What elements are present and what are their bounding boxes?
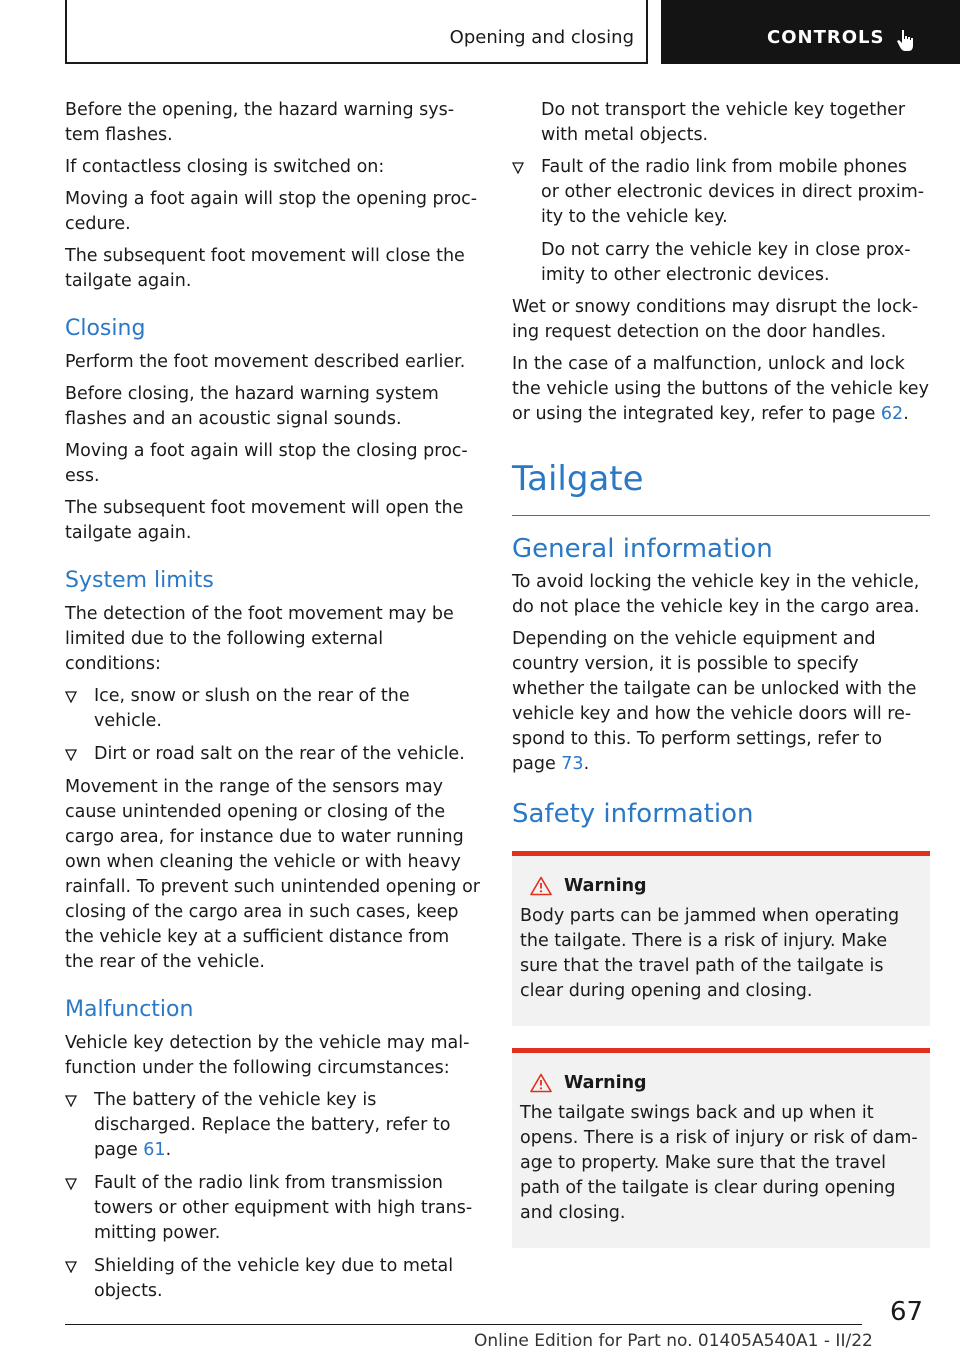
warning-text: The tailgate swings back and up when it opens. There is a risk of injury or risk of dam-age to property. Make sure that the travel path of the tailgate is clear during opening and closing. (520, 1103, 918, 1223)
paragraph: The subsequent foot movement will open the tailgate again. (65, 498, 464, 543)
heading-general-information: General information (512, 534, 773, 564)
warning-triangle-icon (530, 1073, 552, 1093)
header-section-box (65, 0, 648, 64)
limits-list (65, 684, 480, 767)
footer-edition: Online Edition for Part no. 01405A540A1 - II/22 (474, 1331, 873, 1351)
header-chapter-box (661, 0, 960, 64)
heading-tailgate: Tailgate (512, 455, 930, 516)
list-item (65, 742, 480, 767)
page-number: 67 (890, 1297, 924, 1327)
paragraph-text: In the case of a malfunction, unlock and lock the vehicle using the buttons of the vehicle key or using the integrated key, refer to page (512, 354, 929, 424)
malfunction-list (65, 1088, 480, 1304)
list-item: The battery of the vehicle key is discharged. Replace the battery, refer to page 61. (65, 1088, 480, 1163)
warning-title (520, 1073, 922, 1093)
triangle-bullet-icon (512, 162, 524, 174)
triangle-bullet-icon (65, 749, 77, 761)
paragraph: Moving a foot again will stop the closing proc-ess. (65, 441, 468, 486)
paragraph: Depending on the vehicle equipment and country version, it is possible to specify whether the tailgate can be unlocked with the vehicle key and how the vehicle doors will re-spond to this. To perform settings, refer to page 73. (512, 629, 917, 774)
paragraph: In the case of a malfunction, unlock and lock the vehicle using the buttons of the vehicle key or using the integrated key, refer to page 62. (512, 354, 929, 424)
paragraph: The subsequent foot movement will close the tailgate again. (65, 246, 465, 291)
paragraph: Before the opening, the hazard warning sys-tem flashes. (65, 100, 455, 145)
triangle-bullet-icon (65, 1178, 77, 1190)
list-item (65, 684, 480, 734)
list-item-text: Fault of the radio link from transmission towers or other equipment with high trans-mitting power. (94, 1173, 473, 1243)
header-chapter-title: CONTROLS (767, 27, 885, 48)
footer-divider (65, 1324, 862, 1325)
paragraph: Vehicle key detection by the vehicle may mal-function under the following circumstances: (65, 1033, 470, 1078)
warning-box (512, 851, 930, 1026)
warning-triangle-icon (530, 876, 552, 896)
list-item (512, 155, 930, 230)
paragraph: If contactless closing is switched on: (65, 157, 385, 177)
paragraph: To avoid locking the vehicle key in the vehicle, do not place the vehicle key in the cargo area. (512, 572, 920, 617)
hand-pointer-icon (896, 28, 916, 52)
list-item (65, 1254, 480, 1304)
heading-system-limits: System limits (65, 568, 214, 593)
left-column (65, 98, 480, 1312)
list-item-text: Fault of the radio link from mobile phones or other electronic devices in direct proxim-ity to the vehicle key. (541, 157, 925, 227)
malfunction-list-cont (512, 155, 930, 230)
page-link[interactable]: 61 (143, 1140, 166, 1160)
header-section-title: Opening and closing (449, 27, 634, 48)
paragraph: Movement in the range of the sensors may cause unintended opening or closing of the cargo area, for instance due to water running own when cleaning the vehicle or with heavy rainfall. To prevent such unintended opening or closing of the cargo area in such cases, keep the vehicle key at a sufficient distance from the rear of the vehicle. (65, 777, 481, 972)
heading-safety-information: Safety information (512, 799, 754, 829)
paragraph: Do not carry the vehicle key in close prox-imity to other electronic devices. (541, 240, 911, 285)
warning-title (520, 876, 922, 896)
page-link[interactable]: 73 (561, 754, 584, 774)
paragraph-text: Depending on the vehicle equipment and country version, it is possible to specify whether the tailgate can be unlocked with the vehicle key and how the vehicle doors will re-spond to this. To perform settings, refer to page (512, 629, 917, 774)
warning-title-text: Warning (564, 1073, 647, 1093)
warning-box (512, 1048, 930, 1248)
paragraph: The detection of the foot movement may be limited due to the following external conditions: (65, 604, 454, 674)
paragraph: Moving a foot again will stop the opening proc-cedure. (65, 189, 478, 234)
warning-title-text: Warning (564, 876, 647, 896)
list-item-text: Shielding of the vehicle key due to metal objects. (94, 1256, 454, 1301)
page-link[interactable]: 62 (880, 404, 904, 424)
warning-text: Body parts can be jammed when operating the tailgate. There is a risk of injury. Make sure that the travel path of the tailgate is clear during opening and closing. (520, 906, 900, 1001)
triangle-bullet-icon (65, 691, 77, 703)
paragraph: Wet or snowy conditions may disrupt the lock-ing request detection on the door handles. (512, 297, 919, 342)
paragraph: Before closing, the hazard warning system flashes and an acoustic signal sounds. (65, 384, 439, 429)
heading-malfunction: Malfunction (65, 997, 194, 1022)
heading-closing: Closing (65, 316, 146, 341)
right-column (512, 98, 930, 1262)
triangle-bullet-icon (65, 1261, 77, 1273)
list-item-text: Dirt or road salt on the rear of the vehicle. (94, 744, 465, 764)
paragraph: Perform the foot movement described earlier. (65, 352, 466, 372)
paragraph: Do not transport the vehicle key together with metal objects. (541, 100, 906, 145)
list-item-text: The battery of the vehicle key is discharged. Replace the battery, refer to page (94, 1090, 451, 1160)
triangle-bullet-icon (65, 1095, 77, 1107)
list-item-text: Ice, snow or slush on the rear of the vehicle. (94, 686, 410, 731)
list-item (65, 1171, 480, 1246)
